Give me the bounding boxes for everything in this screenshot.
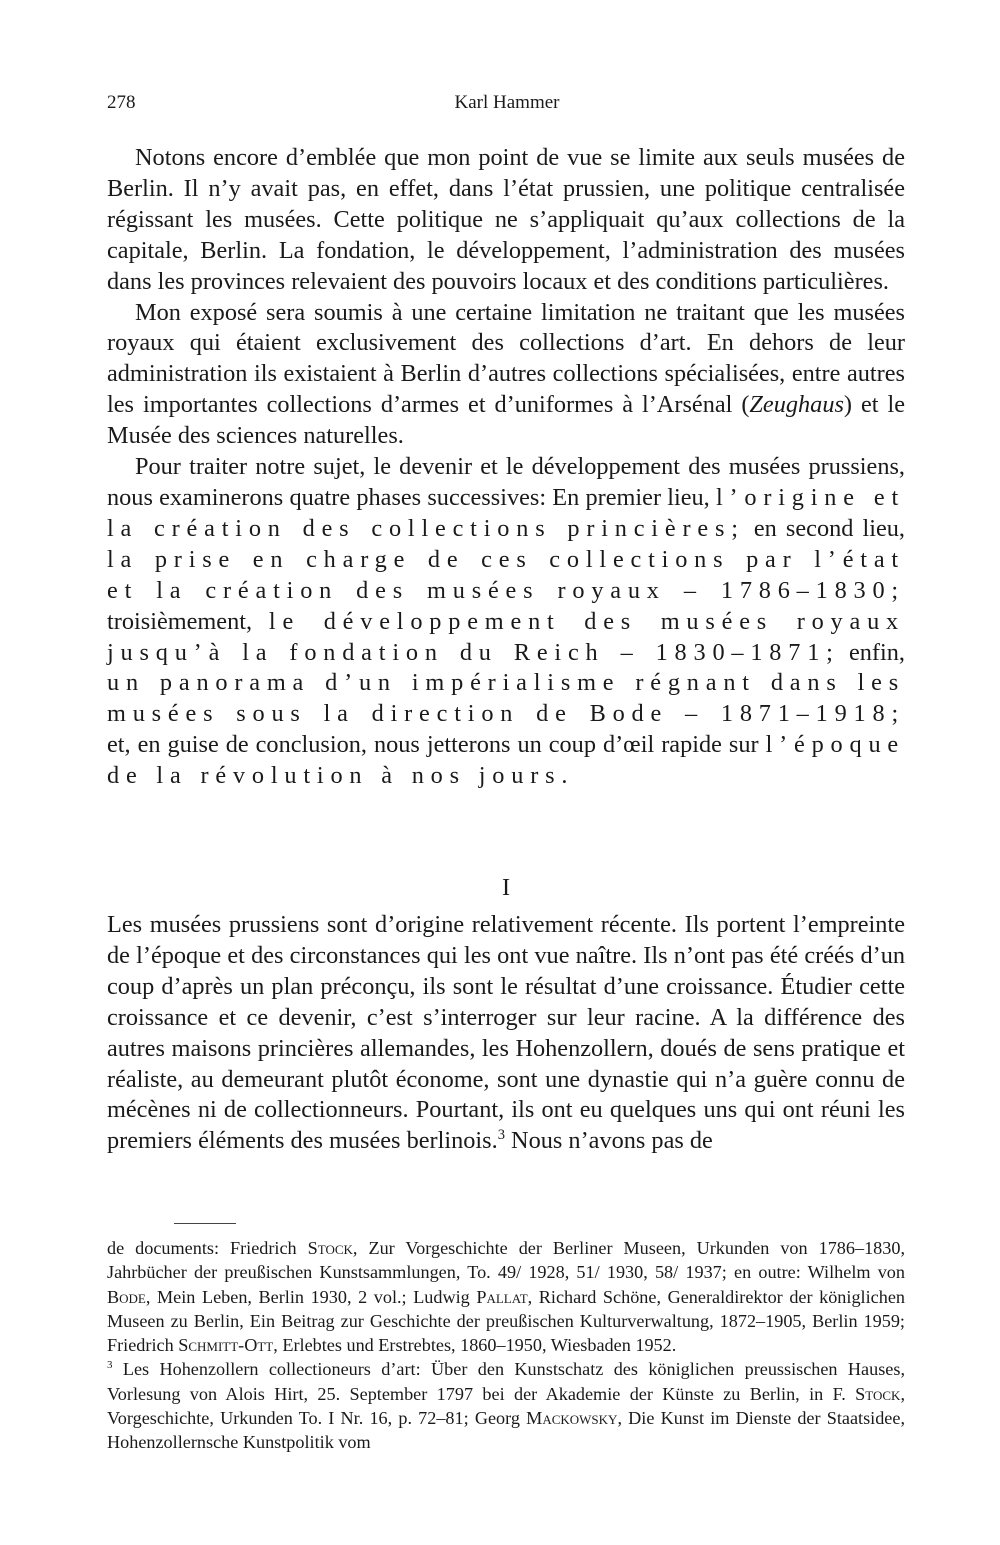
intro-paragraph-3-text-c: troisièmement, — [107, 607, 269, 635]
intro-paragraph-3 — [107, 452, 905, 792]
intro-paragraph-2-text-b: ) et le Musée des sciences naturelles. — [107, 391, 905, 450]
intro-paragraph-2-text-a: Mon exposé sera soumis à une certaine limitation ne traitant que les musées royaux qui étaient exclusivement des collections d’art. En dehors de leur administration ils existaient à Berlin d’autres collections spécialisées, entre autres les importantes collections d’armes et d’uniformes à l’Arsénal ( — [107, 298, 905, 419]
fn2-text-b: , Vorgeschichte, Urkunden To. I Nr. 16, p. 72–81; Georg — [107, 1383, 905, 1429]
intro-paragraph-3-text-e: et, en guise de conclusion, nous jetterons un coup d’œil rapide sur — [107, 731, 766, 759]
page-number: 278 — [107, 92, 136, 113]
section-paragraph-1-text-b: Nous n’avons pas de — [504, 1127, 713, 1155]
author-bode: Bode — [107, 1286, 146, 1307]
footnote-3-marker: 3 — [107, 1359, 113, 1372]
phase-1-spaced: l’origine et la création des collections princières; — [107, 483, 906, 542]
fn1-text-c: , Mein Leben, Berlin 1930, 2 vol.; Ludwig — [145, 1286, 477, 1307]
running-head: Karl Hammer — [454, 92, 560, 113]
phase-3-spaced: le développement des musées royaux jusqu’à la fondation du Reich – 1830–1871; — [107, 607, 905, 666]
phase-4-spaced: un panorama d’un impérialisme régnant dans les musées sous la direction de Bode – 1871–1918; — [107, 669, 905, 728]
fn1-text-b: , Zur Vorgeschichte der Berliner Museen, Urkunden von 1786–1830, Jahrbücher der preußischen Kunstsammlungen, To. 49/ 1928, 51/ 1930, 58/ 1937; en outre: Wilhelm von — [107, 1238, 905, 1283]
fn1-text-a: de documents: Friedrich — [107, 1238, 308, 1258]
conclusion-spaced: l’époque de la révolution à nos jours. — [107, 731, 905, 790]
author-pallat: Pallat — [476, 1286, 528, 1307]
footnote-reference-3: 3 — [497, 1127, 505, 1144]
zeughaus-italic: Zeughaus — [749, 391, 844, 419]
fn2-text-a: Les Hohenzollern collectioneurs d’art: Über den Kunstschatz des königlichen preussischen Hauses, Vorlesung von Alois Hirt, 25. September 1797 bei der Akademie der Künste zu Berlin, in F. — [107, 1359, 905, 1404]
author-mackowsky: Mackowsky — [526, 1408, 618, 1429]
intro-paragraph-2 — [107, 298, 905, 453]
page-header — [107, 92, 907, 122]
intro-paragraph-1-text: Notons encore d’emblée que mon point de vue se limite aux seuls musées de Berlin. Il n’y avait pas, en effet, dans l’état prussien, une politique centralisée régissant les musées. Cette politique ne s’appliquait qu’aux collections de la capitale, Berlin. La fondation, le développement, l’administration des musées dans les provinces relevaient des pouvoirs locaux et des conditions particulières. — [107, 144, 905, 295]
phase-2-spaced: la prise en charge de ces collections par l’état et la création des musées royaux – 1786–1830; — [107, 545, 905, 604]
fn2-text-c: , Die Kunst im Dienste der Staatsidee, Hohenzollernsche Kunstpolitik vom — [107, 1408, 906, 1453]
intro-text — [107, 143, 905, 792]
intro-paragraph-1 — [107, 143, 905, 298]
fn1-text-d: , Richard Schöne, Generaldirektor der königlichen Museen zu Berlin, Ein Beitrag zur Geschichte der preußischen Kulturverwaltung, 1872–1905, Berlin 1959; Friedrich — [107, 1286, 905, 1356]
author-schmitt-ott: Schmitt-Ott — [178, 1335, 274, 1356]
section-text — [107, 910, 905, 1157]
author-stock-2: Stock — [855, 1383, 901, 1404]
footnote-3 — [107, 1357, 905, 1454]
footnote-divider — [174, 1223, 236, 1224]
section-heading: I — [501, 874, 511, 901]
footnotes — [107, 1236, 905, 1455]
intro-paragraph-3-text-a: Pour traiter notre sujet, le devenir et le développement des musées prussiens, nous examinerons quatre phases successives: En premier lieu, — [107, 453, 905, 511]
section-paragraph-1 — [107, 910, 905, 1157]
intro-paragraph-3-text-d: enfin, — [839, 638, 905, 666]
footnote-continuation — [107, 1236, 905, 1357]
fn1-text-e: , Erlebtes und Erstrebtes, 1860–1950, Wiesbaden 1952. — [273, 1335, 677, 1356]
author-stock: Stock — [307, 1238, 353, 1258]
section-paragraph-1-text-a: Les musées prussiens sont d’origine relativement récente. Ils portent l’empreinte de l’époque et des circonstances qui les ont vue naître. Ils n’ont pas été créés d’un coup d’après un plan préconçu, ils sont le résultat d’une croissance. Étudier cette croissance et ce devenir, c’est s’interroger sur leur racine. A la différence des autres maisons princières allemandes, les Hohenzollern, doués de sens pratique et réaliste, au demeurant plutôt économe, sont une dynastie qui n’a guère connu de mécènes ni de collectionneurs. Pourtant, ils ont eu quelques uns qui ont réuni les premiers éléments des musées berlinois. — [107, 911, 905, 1155]
intro-paragraph-3-text-b: en second lieu, — [744, 514, 906, 542]
